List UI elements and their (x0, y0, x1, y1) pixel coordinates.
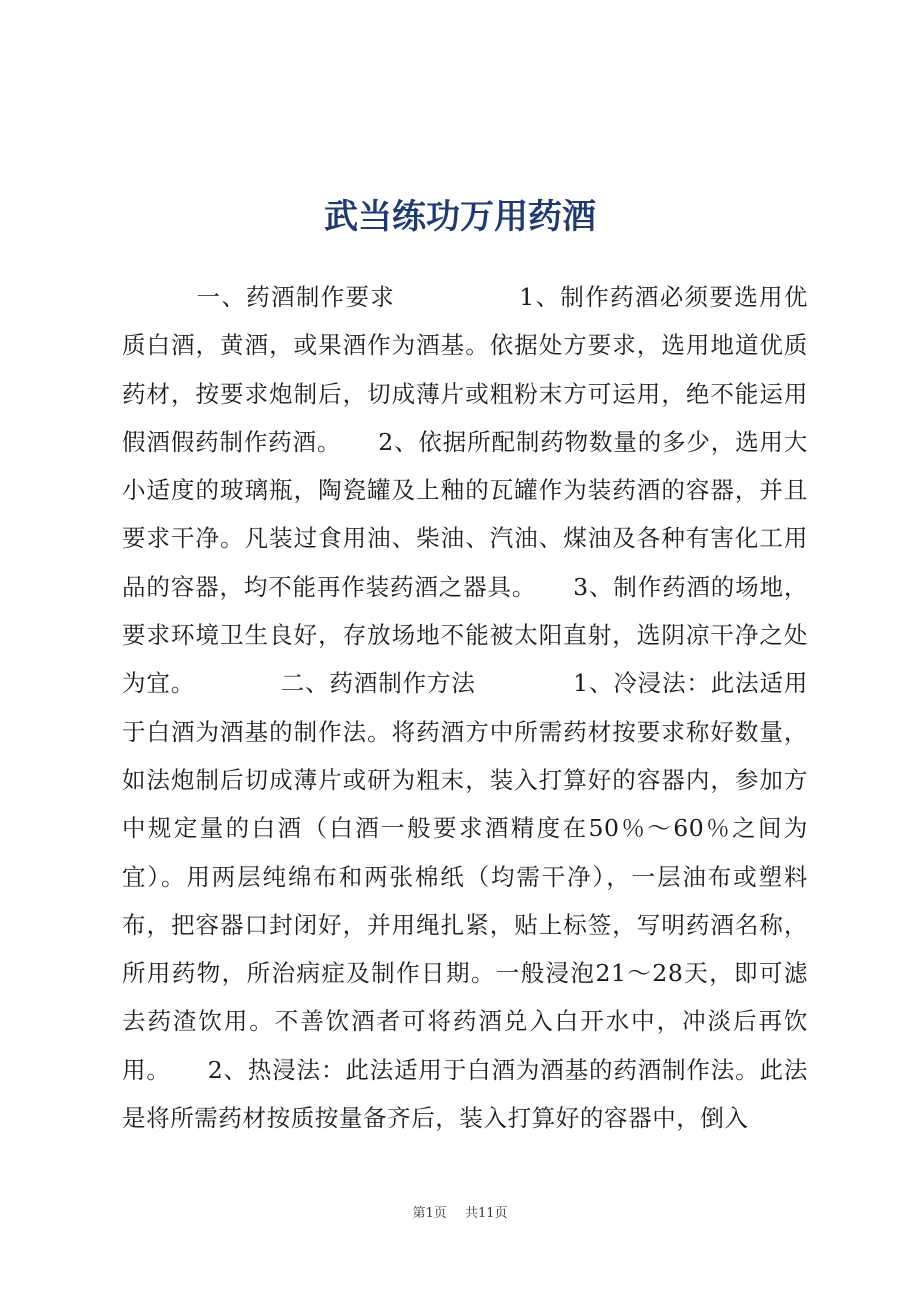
document-body-text: 一、药酒制作要求 1、制作药酒必须要选用优质白酒，黄酒，或果酒作为酒基。依据处方要求，选用地道优质药材，按要求炮制后，切成薄片或粗粉末方可运用，绝不能运用假酒假药制作药酒。 2、依据所配制药物数量的多少，选用大小适度的玻璃瓶，陶瓷罐及上釉的瓦罐作为装药酒的容器，并且要求干净。凡装过食用油、柴油、汽油、煤油及各种有害化工用品的容器，均不能再作装药酒之器具。 3、制作药酒的场地，要求环境卫生良好，存放场地不能被太阳直射，选阴凉干净之处为宜。 二、药酒制作方法 1、冷浸法：此法适用于白酒为酒基的制作法。将药酒方中所需药材按要求称好数量，如法炮制后切成薄片或研为粗末，装入打算好的容器内，参加方中规定量的白酒（白酒一般要求酒精度在50％～60％之间为宜）。用两层纯绵布和两张棉纸（均需干净），一层油布或塑料布，把容器口封闭好，并用绳扎紧，贴上标签，写明药酒名称，所用药物，所治病症及制作日期。一般浸泡21～28天，即可滤去药渣饮用。不善饮酒者可将药酒兑入白开水中，冲淡后再饮用。 2、热浸法：此法适用于白酒为酒基的药酒制作法。此法是将所需药材按质按量备齐后，装入打算好的容器中，倒入 (122, 283, 808, 1133)
page-number-current: 第1页 (412, 1206, 447, 1221)
page-number-total: 共11页 (464, 1206, 508, 1221)
document-title: 武当练功万用药酒 (324, 197, 596, 237)
page-footer (0, 1204, 920, 1224)
